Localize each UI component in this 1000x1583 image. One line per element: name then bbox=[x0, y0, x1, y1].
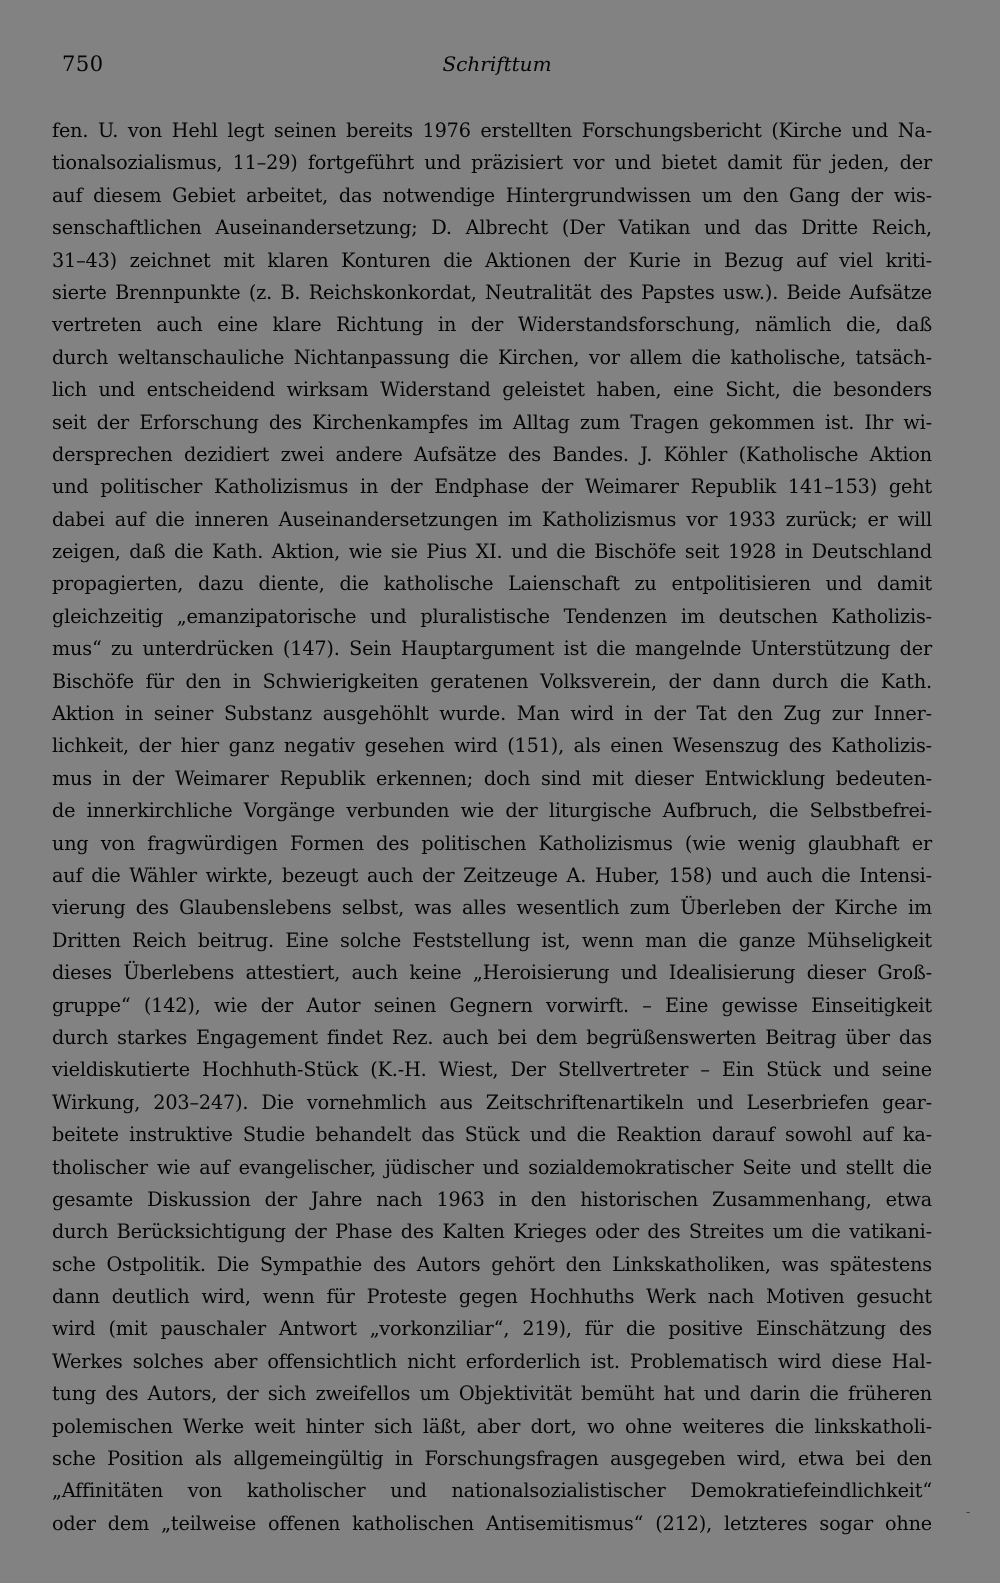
text-line: lichkeit, der hier ganz negativ gesehen wird (151), als einen Wesenszug des Katholizis- bbox=[52, 734, 932, 758]
text-line: durch weltanschauliche Nichtanpassung die Kirchen, vor allem die katholische, tatsäch- bbox=[52, 345, 932, 369]
text-line: „Affinitäten von katholischer und nationalsozialistischer Demokratiefeindlichkeit“ bbox=[52, 1479, 932, 1503]
text-line: propagierten, dazu diente, die katholische Laienschaft zu entpolitisieren und damit bbox=[52, 572, 932, 596]
text-line: tung des Autors, der sich zweifellos um Objektivität bemüht hat und darin die früheren bbox=[52, 1382, 932, 1406]
text-line: seit der Erforschung des Kirchenkampfes im Alltag zum Tragen gekommen ist. Ihr wi- bbox=[52, 410, 932, 434]
text-line: oder dem „teilweise offenen katholischen Antisemitismus“ (212), letzteres sogar ohne bbox=[52, 1511, 932, 1535]
text-line: gruppe“ (142), wie der Autor seinen Gegnern vorwirft. – Eine gewisse Einseitigkeit bbox=[52, 993, 932, 1017]
running-title: Schrifttum bbox=[442, 52, 552, 76]
text-line: sierte Brennpunkte (z. B. Reichskonkordat, Neutralität des Papstes usw.). Beide Aufsätze bbox=[52, 280, 932, 304]
text-line: und politischer Katholizismus in der Endphase der Weimarer Republik 141–153) geht bbox=[52, 475, 932, 499]
text-line: dabei auf die inneren Auseinandersetzungen im Katholizismus vor 1933 zurück; er will bbox=[52, 507, 932, 531]
text-line: sche Ostpolitik. Die Sympathie des Autors gehört den Linkskatholiken, was spätestens bbox=[52, 1252, 932, 1276]
text-line: de innerkirchliche Vorgänge verbunden wie der liturgische Aufbruch, die Selbstbefrei- bbox=[52, 799, 932, 823]
text-line: Aktion in seiner Substanz ausgehöhlt wurde. Man wird in der Tat den Zug zur Inner- bbox=[52, 702, 932, 726]
text-line: Dritten Reich beitrug. Eine solche Feststellung ist, wenn man die ganze Mühseligkeit bbox=[52, 928, 932, 952]
text-line: fen. U. von Hehl legt seinen bereits 1976 erstellten Forschungsbericht (Kirche und Na- bbox=[52, 119, 932, 142]
text-line: mus in der Weimarer Republik erkennen; doch sind mit dieser Entwicklung bedeuten- bbox=[52, 766, 932, 790]
text-line: Bischöfe für den in Schwierigkeiten geratenen Volksverein, der dann durch die Kath. bbox=[52, 669, 932, 693]
page-number: 750 bbox=[62, 52, 104, 76]
text-line: dieses Überlebens attestiert, auch keine „Heroisierung und Idealisierung dieser Groß- bbox=[52, 961, 932, 985]
text-line: polemischen Werke weit hinter sich läßt, aber dort, wo ohne weiteres die linkskatholi- bbox=[52, 1414, 932, 1438]
text-line: tionalsozialismus, 11–29) fortgeführt und präzisiert vor und bietet damit für jeden, der bbox=[52, 151, 932, 175]
text-line: Wirkung, 203–247). Die vornehmlich aus Zeitschriftenartikeln und Leserbriefen gear- bbox=[52, 1090, 932, 1114]
text-line: auf die Wähler wirkte, bezeugt auch der Zeitzeuge A. Huber, 158) und auch die Intensi- bbox=[52, 863, 932, 887]
text-line: Werkes solches aber offensichtlich nicht erforderlich ist. Problematisch wird diese Hal- bbox=[52, 1349, 932, 1373]
text-line: vierung des Glaubenslebens selbst, was alles wesentlich zum Überleben der Kirche im bbox=[52, 896, 932, 920]
text-line: zeigen, daß die Kath. Aktion, wie sie Pius XI. und die Bischöfe seit 1928 in Deutschland bbox=[52, 540, 932, 564]
text-line: ung von fragwürdigen Formen des politischen Katholizismus (wie wenig glaubhaft er bbox=[52, 831, 932, 855]
text-line: dann deutlich wird, wenn für Proteste gegen Hochhuths Werk nach Motiven gesucht bbox=[52, 1285, 932, 1309]
text-line: mus“ zu unterdrücken (147). Sein Hauptargument ist die mangelnde Unterstützung der bbox=[52, 637, 932, 661]
text-line: durch Berücksichtigung der Phase des Kalten Krieges oder des Streites um die vatikani- bbox=[52, 1220, 932, 1244]
text-line: gleichzeitig „emanzipatorische und pluralistische Tendenzen im deutschen Katholizis- bbox=[52, 604, 932, 628]
text-line: auf diesem Gebiet arbeitet, das notwendige Hintergrundwissen um den Gang der wis- bbox=[52, 183, 932, 207]
text-line: vertreten auch eine klare Richtung in der Widerstandsforschung, nämlich die, daß bbox=[52, 313, 932, 337]
text-line: beitete instruktive Studie behandelt das Stück und die Reaktion darauf sowohl auf ka- bbox=[52, 1123, 932, 1147]
body-text bbox=[52, 115, 932, 1540]
text-line: 31–43) zeichnet mit klaren Konturen die Aktionen der Kurie in Bezug auf viel kriti- bbox=[52, 248, 932, 272]
text-line: vieldiskutierte Hochhuth-Stück (K.-H. Wiest, Der Stellvertreter – Ein Stück und seine bbox=[52, 1058, 932, 1082]
text-line: dersprechen dezidiert zwei andere Aufsätze des Bandes. J. Köhler (Katholische Aktion bbox=[52, 442, 932, 466]
page-header bbox=[62, 52, 932, 86]
text-line: sche Position als allgemeingültig in Forschungsfragen ausgegeben wird, etwa bei den bbox=[52, 1447, 932, 1471]
corner-mark: - bbox=[966, 1505, 971, 1519]
text-line: durch starkes Engagement findet Rez. auch bei dem begrüßenswerten Beitrag über das bbox=[52, 1025, 932, 1049]
text-line: tholischer wie auf evangelischer, jüdischer und sozialdemokratischer Seite und stellt die bbox=[52, 1155, 932, 1179]
text-line: lich und entscheidend wirksam Widerstand geleistet haben, eine Sicht, die besonders bbox=[52, 378, 932, 402]
text-line: gesamte Diskussion der Jahre nach 1963 in den historischen Zusammenhang, etwa bbox=[52, 1187, 932, 1211]
text-line: senschaftlichen Auseinandersetzung; D. Albrecht (Der Vatikan und das Dritte Reich, bbox=[52, 216, 932, 240]
text-line: wird (mit pauschaler Antwort „vorkonziliar“, 219), für die positive Einschätzung des bbox=[52, 1317, 932, 1341]
